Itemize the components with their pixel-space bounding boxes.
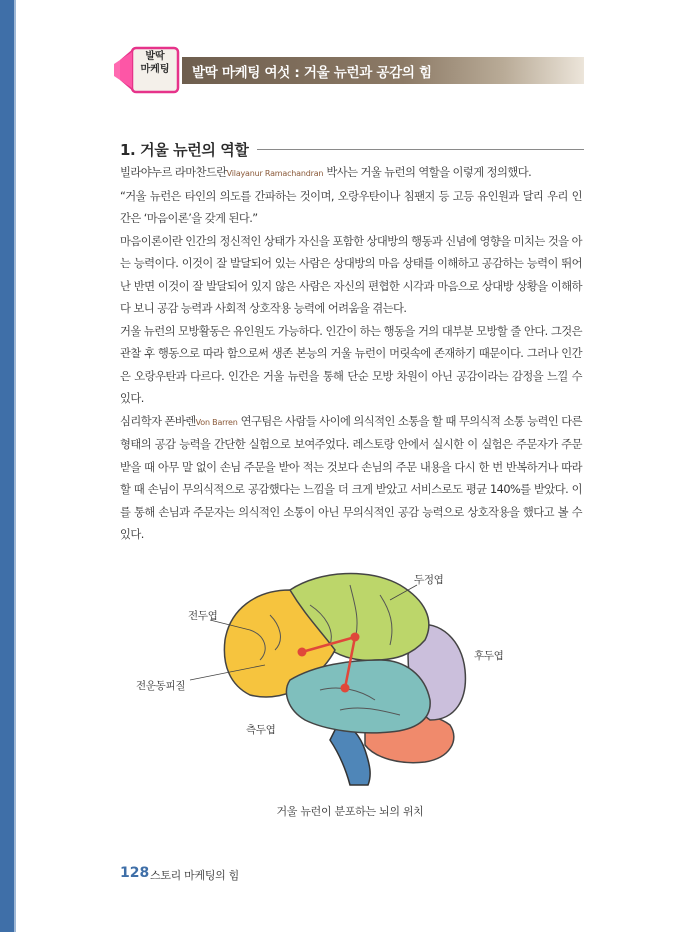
researcher-name: 심리학자 폰바렌 bbox=[120, 414, 196, 428]
paragraph-intro bbox=[120, 162, 582, 186]
body-text bbox=[120, 162, 582, 547]
label-parietal-lobe: 두정엽 bbox=[414, 574, 444, 586]
author-latin-name: Vilayanur Ramachandran bbox=[226, 169, 324, 178]
badge-line-2: 마케팅 bbox=[140, 64, 170, 75]
figure-caption: 거울 뉴런이 분포하는 뇌의 위치 bbox=[276, 805, 424, 818]
label-occipital-lobe: 후두엽 bbox=[474, 650, 504, 662]
mirror-neuron-marker-temporal bbox=[341, 684, 350, 693]
researcher-latin-name: Von Barren bbox=[195, 417, 238, 427]
intro-text: 박사는 거울 뉴런의 역할을 이렇게 정의했다. bbox=[323, 166, 532, 179]
mirror-neuron-marker-frontal bbox=[298, 648, 307, 657]
marketing-badge bbox=[112, 44, 182, 96]
book-title: 스토리 마케팅의 힘 bbox=[150, 869, 240, 882]
paragraph-experiment bbox=[120, 411, 582, 547]
brain-figure bbox=[136, 560, 550, 790]
label-frontal-lobe: 전두엽 bbox=[188, 610, 218, 622]
section-divider bbox=[257, 149, 584, 150]
section-title: 1. 거울 뉴런의 역할 bbox=[120, 141, 249, 159]
temporal-region bbox=[286, 660, 430, 733]
experiment-text: 연구팀은 사람들 사이에 의식적인 소통을 할 때 무의식적 소통 능력인 다른 형태의 공감 능력을 간단한 실험으로 보여주었다. 레스토랑 안에서 실시한 이 실험은 주문자가 주문받을 때 아무 말 없이 손님 주문을 받아 적는 것보다 손님의 주문 내용을 다시 한 번 반복하거나 따라 할 때 손님이 무의식적으로 공감했다는 느낌을 더 크게 받았고 서비스로도 평균 140%를 받았다. 이를 통해 손님과 주문자는 의식적인 소통이 아닌 무의식적인 공감 능력으로 상호작용을 했다고 볼 수 있다. bbox=[120, 414, 582, 541]
chapter-title-bar bbox=[182, 57, 584, 84]
author-name: 빌라야누르 라마찬드란 bbox=[120, 166, 227, 179]
badge-label bbox=[134, 50, 176, 76]
mirror-neuron-marker-parietal bbox=[351, 633, 360, 642]
label-temporal-lobe: 측두엽 bbox=[246, 724, 276, 736]
label-premotor-cortex: 전운동피질 bbox=[136, 680, 186, 692]
badge-line-1: 발딱 bbox=[145, 51, 165, 62]
paragraph-imitation: 거울 뉴런의 모방활동은 유인원도 가능하다. 인간이 하는 행동을 거의 대부분 모방할 줄 안다. 그것은 관찰 후 행동으로 따라 함으로써 생존 본능의 거울 뉴런이 머릿속에 존재하기 때문이다. 그러나 인간은 오랑우탄과 다르다. 인간은 거울 뉴런을 통해 단순 모방 차원이 아닌 공감이라는 감정을 느낄 수 있다. bbox=[120, 324, 582, 405]
paragraph-quote: “거울 뉴런은 타인의 의도를 간파하는 것이며, 오랑우탄이나 침팬지 등 고등 유인원과 달리 우리 인간은 ‘마음이론’을 갖게 된다.” bbox=[120, 189, 582, 225]
chapter-title: 발딱 마케팅 여섯 : 거울 뉴런과 공감의 힘 bbox=[192, 65, 432, 81]
page-corner bbox=[0, 932, 40, 947]
brain-illustration bbox=[150, 560, 550, 790]
page-number: 128 bbox=[120, 865, 150, 881]
paragraph-theory-of-mind: 마음이론이란 인간의 정신적인 상태가 자신을 포함한 상대방의 행동과 신념에 영향을 미치는 것을 아는 능력이다. 이것이 잘 발달되어 있는 사람은 상대방의 마음 상태를 이해하고 공감하는 능력이 뛰어난 반면 이것이 잘 발달되어 있지 않은 사람은 자신의 편협한 시각과 마음으로 상대방 상황을 이해하다 보니 공감 능력과 사회적 상호작용 능력에 어려움을 겪는다. bbox=[120, 234, 582, 315]
